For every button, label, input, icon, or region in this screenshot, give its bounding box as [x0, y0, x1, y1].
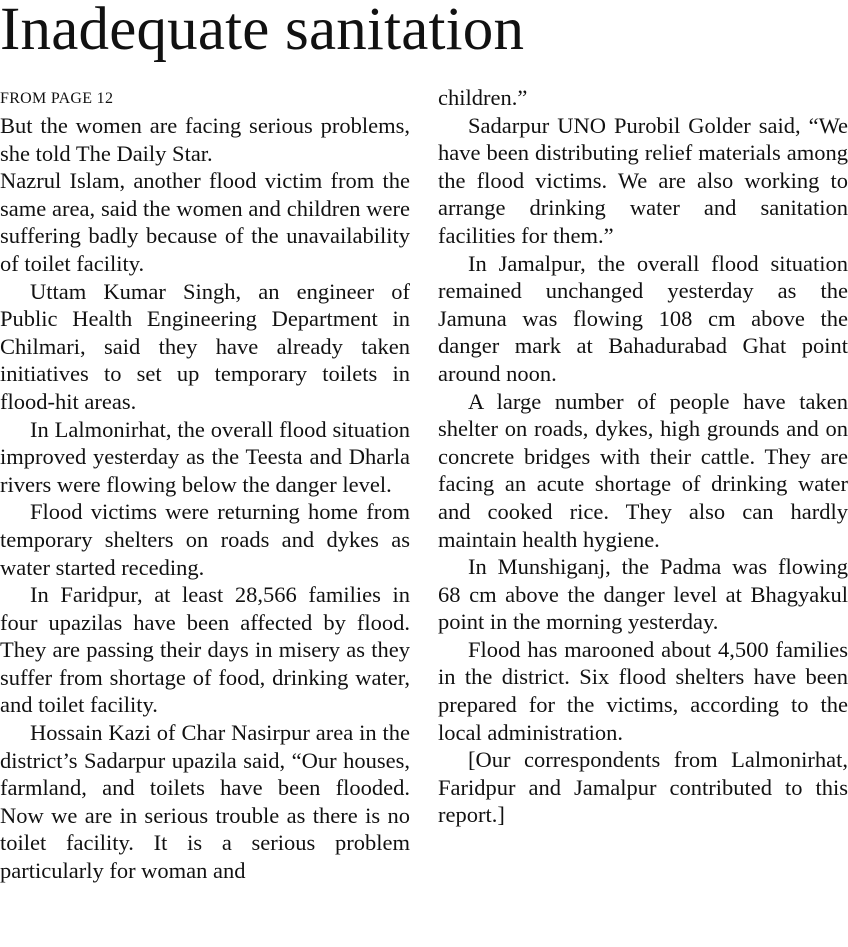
paragraph: Uttam Kumar Singh, an engineer of Public Health Engineering Department in Chilmari, said they have already taken initiatives to set up temporary toilets in flood-hit areas. [0, 278, 410, 414]
paragraph: [Our correspondents from Lalmonirhat, Faridpur and Jamalpur contributed to this report.] [438, 747, 848, 828]
paragraph: In Lalmonirhat, the overall flood situation improved yesterday as the Teesta and Dharla rivers were flowing below the danger level. [0, 416, 410, 497]
right-column [438, 84, 848, 829]
paragraph: Hossain Kazi of Char Nasirpur area in the district’s Sadarpur upazila said, “Our houses, farmland, and toilets have been flooded. Now we are in serious trouble as there is no toilet facility. It is a serious problem particularly for woman and [0, 720, 410, 884]
paragraph: Flood victims were returning home from temporary shelters on roads and dykes as water started receding. [0, 499, 410, 580]
paragraph: Flood has marooned about 4,500 families in the district. Six flood shelters have been prepared for the victims, according to the local administration. [438, 636, 848, 745]
paragraph: Nazrul Islam, another flood victim from the same area, said the women and children were suffering badly because of the unavailability of toilet facility. [0, 168, 410, 276]
paragraph: Sadarpur UNO Purobil Golder said, “We have been distributing relief materials among the flood victims. We are also working to arrange drinking water and sanitation facilities for them.” [438, 112, 848, 248]
continuation-kicker: FROM PAGE 12 [0, 90, 114, 107]
paragraph: In Faridpur, at least 28,566 families in four upazilas have been affected by flood. They are passing their days in misery as they suffer from shortage of food, drinking water, and toilet facility. [0, 582, 410, 718]
left-column [0, 86, 410, 885]
paragraph: A large number of people have taken shelter on roads, dykes, high grounds and on concrete bridges with their cattle. They are facing an acute shortage of drinking water and cooked rice. They also can hardly maintain health hygiene. [438, 388, 848, 552]
article-headline: Inadequate sanitation [0, 0, 525, 63]
paragraph: In Jamalpur, the overall flood situation remained unchanged yesterday as the Jamuna was flowing 108 cm above the danger mark at Bahadurabad Ghat point around noon. [438, 250, 848, 386]
paragraph-continued: children.” [438, 85, 528, 110]
paragraph: In Munshiganj, the Padma was flowing 68 cm above the danger level at Bhagyakul point in the morning yesterday. [438, 554, 848, 635]
paragraph: But the women are facing serious problems, she told The Daily Star. [0, 113, 410, 166]
